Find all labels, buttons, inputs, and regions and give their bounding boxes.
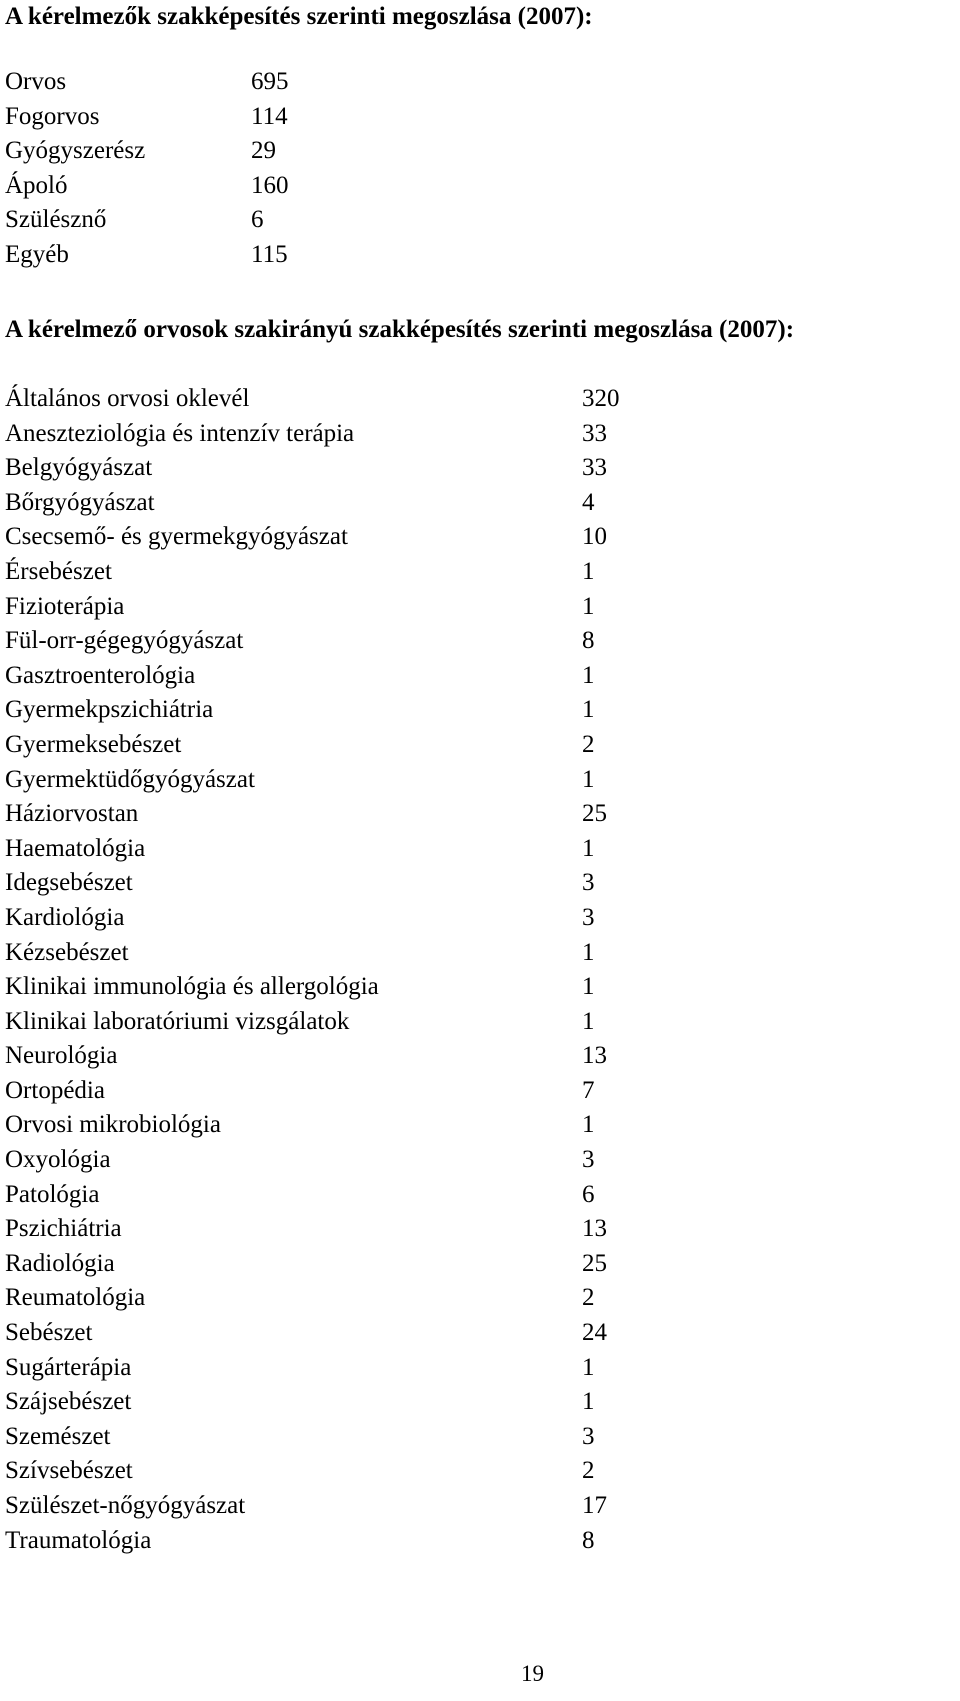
specialty-row: [5, 382, 645, 417]
specialty-row-label: Radiológia: [5, 1249, 115, 1277]
specialty-row-count: 1: [582, 696, 595, 724]
specialty-row-label: Háziorvostan: [5, 800, 139, 828]
qualification-row-label: Szülésznő: [5, 206, 107, 234]
specialty-row-label: Oxyológia: [5, 1146, 111, 1174]
specialty-row: [5, 1351, 645, 1386]
specialty-row-count: 6: [582, 1180, 595, 1208]
specialty-row-count: 1: [582, 1388, 595, 1416]
specialty-row-label: Klinikai laboratóriumi vizsgálatok: [5, 1007, 350, 1035]
specialty-row-label: Kardiológia: [5, 903, 125, 931]
specialty-row: [5, 1316, 645, 1351]
specialty-row-label: Érsebészet: [5, 557, 112, 585]
specialty-row-label: Orvosi mikrobiológia: [5, 1111, 221, 1139]
specialty-row-label: Szívsebészet: [5, 1457, 133, 1485]
specialty-row: [5, 451, 645, 486]
specialty-row-label: Reumatológia: [5, 1284, 146, 1312]
specialty-row: [5, 1489, 645, 1524]
specialty-row-label: Gyermeksebészet: [5, 730, 182, 758]
specialty-row-label: Fül-orr-gégegyógyászat: [5, 627, 244, 655]
specialty-row-label: Pszichiátria: [5, 1215, 122, 1243]
specialty-row: [5, 520, 645, 555]
specialty-row-label: Bőrgyógyászat: [5, 488, 155, 516]
specialty-row-label: Fizioterápia: [5, 592, 125, 620]
specialty-row-count: 8: [582, 1526, 595, 1554]
specialty-row-count: 1: [582, 1353, 595, 1381]
specialty-row-label: Gyermektüdőgyógyászat: [5, 765, 255, 793]
specialty-row: [5, 1108, 645, 1143]
qualification-row: [5, 134, 325, 169]
specialty-row-label: Általános orvosi oklevél: [5, 385, 250, 412]
specialty-row-label: Gyermekpszichiátria: [5, 696, 214, 724]
qualification-row-label: Orvos: [5, 68, 67, 95]
specialty-row-count: 13: [582, 1042, 607, 1070]
specialty-row-label: Patológia: [5, 1180, 100, 1208]
specialty-row-count: 1: [582, 661, 595, 689]
specialty-row: [5, 832, 645, 867]
specialty-row: [5, 1143, 645, 1178]
specialty-row: [5, 1039, 645, 1074]
specialty-row-count: 2: [582, 1284, 595, 1312]
specialty-row-count: 7: [582, 1076, 595, 1104]
specialty-row: [5, 693, 645, 728]
specialty-row: [5, 763, 645, 798]
specialty-row-label: Traumatológia: [5, 1526, 152, 1554]
specialty-row-label: Sugárterápia: [5, 1353, 132, 1381]
specialty-row-count: 33: [582, 454, 607, 482]
specialty-row: [5, 1005, 645, 1040]
specialty-row: [5, 970, 645, 1005]
qualification-row-label: Gyógyszerész: [5, 137, 146, 165]
specialty-row-count: 1: [582, 765, 595, 793]
specialty-row-label: Szülészet-nőgyógyászat: [5, 1492, 246, 1519]
qualification-row: [5, 169, 325, 204]
specialty-row-count: 2: [582, 1457, 595, 1485]
specialty-row: [5, 590, 645, 625]
specialty-row-count: 4: [582, 488, 595, 516]
specialty-row-count: 1: [582, 592, 595, 620]
qualification-row-label: Ápoló: [5, 171, 68, 199]
specialty-row: [5, 1385, 645, 1420]
specialty-row-count: 17: [582, 1492, 607, 1519]
specialty-row-count: 13: [582, 1215, 607, 1243]
qualification-row-count: 115: [251, 240, 288, 268]
specialty-row: [5, 624, 645, 659]
specialty-row: [5, 866, 645, 901]
specialty-row-label: Belgyógyászat: [5, 454, 153, 482]
specialty-row-count: 1: [582, 834, 595, 862]
specialty-row: [5, 1454, 645, 1489]
specialty-row-label: Szájsebészet: [5, 1388, 132, 1416]
specialty-row: [5, 555, 645, 590]
specialty-row-count: 1: [582, 1007, 595, 1035]
qualification-row-label: Fogorvos: [5, 102, 100, 130]
specialty-row: [5, 1212, 645, 1247]
specialty-row-count: 24: [582, 1319, 607, 1347]
specialty-row-count: 1: [582, 1111, 595, 1139]
page-number: 19: [521, 1661, 544, 1686]
specialty-row: [5, 797, 645, 832]
qualification-row: [5, 100, 325, 135]
specialty-row: [5, 1524, 645, 1559]
qualification-row-count: 160: [251, 171, 289, 199]
specialty-row-count: 33: [582, 419, 607, 447]
specialty-row-count: 10: [582, 523, 607, 551]
specialty-row-label: Ortopédia: [5, 1076, 105, 1104]
qualification-row: [5, 238, 325, 273]
specialty-row: [5, 728, 645, 763]
qualification-row-label: Egyéb: [5, 240, 69, 268]
specialty-row-label: Gasztroenterológia: [5, 661, 196, 689]
specialty-row-label: Sebészet: [5, 1319, 93, 1347]
specialty-row-label: Neurológia: [5, 1042, 118, 1070]
specialty-row-count: 320: [582, 385, 620, 412]
qualification-row-count: 29: [251, 137, 276, 165]
specialty-row-count: 3: [582, 903, 595, 931]
qualification-row-count: 6: [251, 206, 264, 234]
specialty-row-label: Szemészet: [5, 1422, 111, 1450]
specialty-row: [5, 1074, 645, 1109]
specialty-row: [5, 1178, 645, 1213]
specialty-row-count: 1: [582, 938, 595, 966]
specialty-row: [5, 486, 645, 521]
qualification-row: [5, 203, 325, 238]
qualification-row: [5, 65, 325, 100]
specialty-row: [5, 417, 645, 452]
specialty-row-label: Csecsemő- és gyermekgyógyászat: [5, 523, 348, 551]
specialty-row-count: 2: [582, 730, 595, 758]
specialty-row: [5, 936, 645, 971]
specialty-row-count: 8: [582, 627, 595, 655]
specialty-list: [5, 382, 645, 1558]
specialty-row-count: 25: [582, 1249, 607, 1277]
qualification-row-count: 695: [251, 68, 289, 95]
specialty-row: [5, 1420, 645, 1455]
specialty-row: [5, 901, 645, 936]
specialty-row: [5, 1247, 645, 1282]
specialty-row-count: 3: [582, 1422, 595, 1450]
specialty-row: [5, 1281, 645, 1316]
specialty-row: [5, 659, 645, 694]
specialty-row-count: 3: [582, 869, 595, 897]
specialty-row-label: Aneszteziológia és intenzív terápia: [5, 419, 355, 447]
specialty-row-count: 3: [582, 1146, 595, 1174]
specialty-row-count: 1: [582, 973, 595, 1001]
specialty-row-count: 1: [582, 557, 595, 585]
specialty-row-count: 25: [582, 800, 607, 828]
qualification-row-count: 114: [251, 102, 288, 130]
specialty-row-label: Klinikai immunológia és allergológia: [5, 973, 379, 1001]
specialty-row-label: Haematológia: [5, 834, 146, 862]
section-title-qualifications: A kérelmezők szakképesítés szerinti megoszlása (2007):: [5, 3, 593, 30]
specialty-row-label: Idegsebészet: [5, 869, 133, 897]
section-title-specialties: A kérelmező orvosok szakirányú szakképesítés szerinti megoszlása (2007):: [5, 316, 795, 343]
qualification-list: [5, 65, 325, 273]
specialty-row-label: Kézsebészet: [5, 938, 129, 966]
